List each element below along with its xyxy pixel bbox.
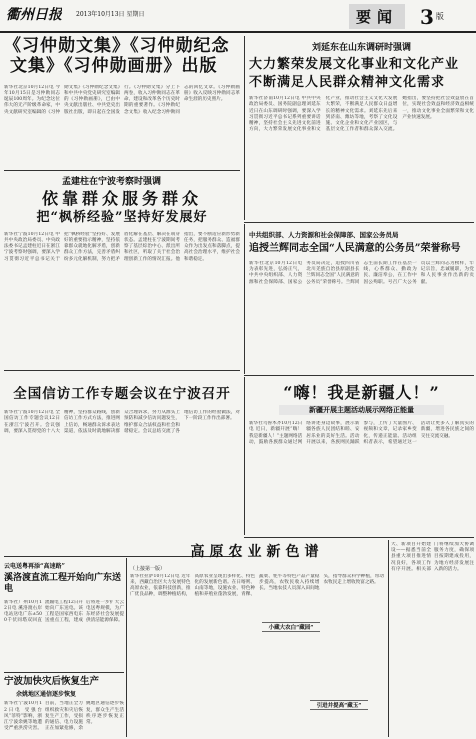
- a5-body: 新华社宁波10月12日电 全国信访工作专题会议12日在浙江宁波召开。会议强调，要深入贯彻党的十八大精神，坚持群众路线，创新信访工作方式方法，推进网上信访，畅通群众诉求表达渠道，依法及时就地解决群众合理诉求，努力从源头上预防和减少信访问题发生，维护群众合法权益和社会和谐稳定。会议总结交流了各地信访工作的经验做法，对下一阶段工作作出部署。: [4, 410, 240, 434]
- page-number-suffix: 版: [435, 12, 444, 21]
- a3-kicker: 孟建柱在宁波考察时强调: [62, 177, 162, 187]
- article-lanhui: [244, 224, 474, 374]
- a9-dateline: （上接第一版）: [130, 565, 166, 572]
- a2-headline-line1: 大力繁荣发展文化事业和文化产业: [249, 57, 460, 72]
- a9-box-1: 小藏大农白“藏园”: [262, 622, 320, 632]
- a1-headline-line2: 文集》《习仲勋画册》出版: [10, 56, 218, 77]
- a9-box-2: 引进并提高“藏玉”: [310, 700, 368, 710]
- a4-kicker: 中共组织部、人力资源和社会保障部、国家公务员局: [249, 231, 399, 239]
- divider: [244, 375, 474, 376]
- divider: [244, 537, 474, 538]
- article-right-column: [391, 542, 474, 737]
- a9-headline: 高原农业新色谱: [190, 544, 324, 560]
- date-line: 2013年10月13日 星期日: [76, 11, 145, 18]
- article-xinjiang: [244, 377, 474, 535]
- divider: [4, 170, 240, 171]
- divider: [4, 672, 124, 673]
- a7-headline: 溪洛渡直流工程开始向广东送电: [4, 573, 122, 594]
- page-number-value: 3: [420, 4, 434, 29]
- article-mengjianzhu: [4, 172, 240, 368]
- divider: [4, 370, 240, 371]
- masthead: [0, 0, 476, 33]
- a5-headline: 全国信访工作专题会议在宁波召开: [13, 386, 231, 402]
- a1-headline-line1: 《习仲勋文集》《习仲勋纪念: [4, 36, 230, 56]
- a7-kicker: 云电送粤再添“高速路”: [4, 563, 65, 570]
- a3-body: 新华社宁波10月12日电 中共中央政治局委员、中央政法委书记孟建柱近日在浙江宁波考察时强调，要深入学习贯彻习近平总书记关于把“枫桥经验”坚持好、发展好的重要指示精神，坚持依靠群众就地化解矛盾，创新群众工作方法，完善矛盾纠纷多元化解机制，努力把矛盾化解在基层、解决在萌芽状态。孟建柱在宁波期间考察了基层综治中心、派出所和社区，听取了关于社会治理创新工作的情况汇报。他指出，要不断适应新形势新任务，把服务群众、造福群众作为出发点和落脚点，提高社会治理水平，维护社会和谐稳定。: [4, 231, 240, 262]
- divider: [388, 540, 389, 737]
- masthead-logo: 衢州日报: [6, 7, 62, 23]
- a8-headline: 宁波加快灾后恢复生产: [4, 676, 100, 687]
- a7-body: 新华社广州10月12日电 溪洛渡右岸电站送电广东±500千伏同塔双回直流输电工程12日开始向广东送电。该工程是国家西电东送重点工程，建成后将进一步扩大云电送粤规模，为广东经济社会发展提供清洁能源保障。: [4, 599, 124, 624]
- a1-body: 新华社北京10月12日电 今年10月15日是习仲勋同志诞辰100周年。为纪念这位伟大的无产阶级革命家，中央文献研究室编辑的《习仲勋文集》《习仲勋纪念文集》和中共中央党史研究室编辑的《习仲勋画册》，已由中央文献出版社、中共党史出版社出版，即日起在全国发行。《习仲勋文集》分上下两卷，收入习仲勋同志在革命、建设和改革各个历史时期的重要著作。《习仲勋纪念文集》收入纪念习仲勋同志的回忆文章。《习仲勋画册》收入反映习仲勋同志革命生涯的历史照片。: [4, 84, 240, 115]
- section-label: 要闻: [349, 4, 405, 29]
- a9-body: 新华社拉萨10月12日电 近年来，西藏自治区大力发展特色高原农业，依靠科技创新，推广优良品种，调整种植结构，高原农业呈现出多样化、特色化的发展新色谱。在日喀则、山南等地，设施农业、特色种植和养殖业蓬勃发展，青稞、蔬菜、牦牛等特色产品产量稳步提高，农牧民收入持续增长。当地农技人员深入田间地头，指导群众科学种植，带动农牧民走上增收致富之路。: [130, 573, 384, 598]
- a2-headline-line2: 不断满足人民群众精神文化需求: [249, 74, 446, 90]
- a2-body: 新华社济南10月12日电 中共中央政治局委员、国务院副总理刘延东近日在山东调研时强调，要深入学习贯彻习近平总书记系列重要讲话精神，坚持社会主义先进文化前进方向，大力繁荣发展文化事业和文化产业，推动社会主义文化大发展大繁荣，不断满足人民群众日益增长的精神文化需求。刘延东先后来到济南、潍坊等地，考察了文化设施、文化企业和文化产业园区，与基层文化工作者和群众深入交流。她指出，要坚持把社会效益放在首位，实现社会效益和经济效益相统一，推动文化事业全面繁荣和文化产业快速发展。: [249, 96, 474, 133]
- article-xiluodu: [4, 558, 124, 670]
- page-number: [420, 3, 472, 30]
- article-petition-meeting: [4, 372, 240, 554]
- a4-body: 新华社北京10月12日电 为表彰先进，弘扬正气，中共中央组织部、人力资源和社会保障部、国家公务员局决定，追授四川省北川羌族自治县原副县长兰辉同志全国“人民满意的公务员”荣誉称号。兰辉同志生前长期工作在基层一线，心系群众、勤政为民、廉洁奉公，在工作中因公殉职。号召广大公务员以兰辉同志为榜样，牢记宗旨，忠诚履职，为党和人民事业作出新的贡献。: [249, 261, 474, 285]
- a8-body: 新华社宁波10月12日电 受强台风“菲特”影响，浙江宁波余姚等地遭受严重洪涝灾害。目前，当地正全力组织救灾和灾后恢复生产工作，受损的通信、电力设施正在加紧抢修，余姚地区通信逐步恢复，群众生产生活秩序逐步恢复正常。: [4, 701, 124, 732]
- article-liuyandong: [244, 36, 474, 220]
- a3-headline-line1: 依靠群众服务群众: [41, 189, 202, 208]
- a6-subhead: 新疆开展主题活动展示网络正能量: [279, 405, 444, 415]
- a6-body: 新华社乌鲁木齐10月12日电 近日，新疆开展“嗨！我是新疆人！”主题网络活动，鼓励各族群众通过网络讲述身边故事，展示新疆各族人民团结和睦、安居乐业的美好生活。活动开展以来，各族网民踊跃参与，上传了大量图片、视频和文章，记录家乡变化，传递正能量。活动组织者表示，希望通过这一活动让更多人了解真实的新疆，增进各民族之间的交往交流交融。: [249, 421, 474, 445]
- article-plateau-agriculture: [130, 540, 384, 737]
- a4-headline: 追授兰辉同志全国“人民满意的公务员”荣誉称号: [249, 243, 461, 254]
- article-ningbo-recovery: [4, 674, 124, 737]
- article-xizhongxun-books: [4, 36, 240, 170]
- divider: [126, 558, 127, 737]
- a3-headline-line2: 把“枫桥经验”坚持好发展好: [36, 210, 208, 226]
- divider: [244, 222, 474, 223]
- a6-headline: “嗨！我是新疆人！”: [283, 383, 440, 402]
- a10-body: 大、新项目开始建设——据悉当前全县重大项目推进情况良好，各项工作有序开展。相关部门将继续加大协调服务力度，确保项目按期建成投用，为地方经济发展注入新的活力。: [391, 542, 474, 572]
- a2-kicker: 刘延东在山东调研时强调: [311, 43, 411, 53]
- a8-subhead: 余姚地区通信逐步恢复: [16, 691, 77, 699]
